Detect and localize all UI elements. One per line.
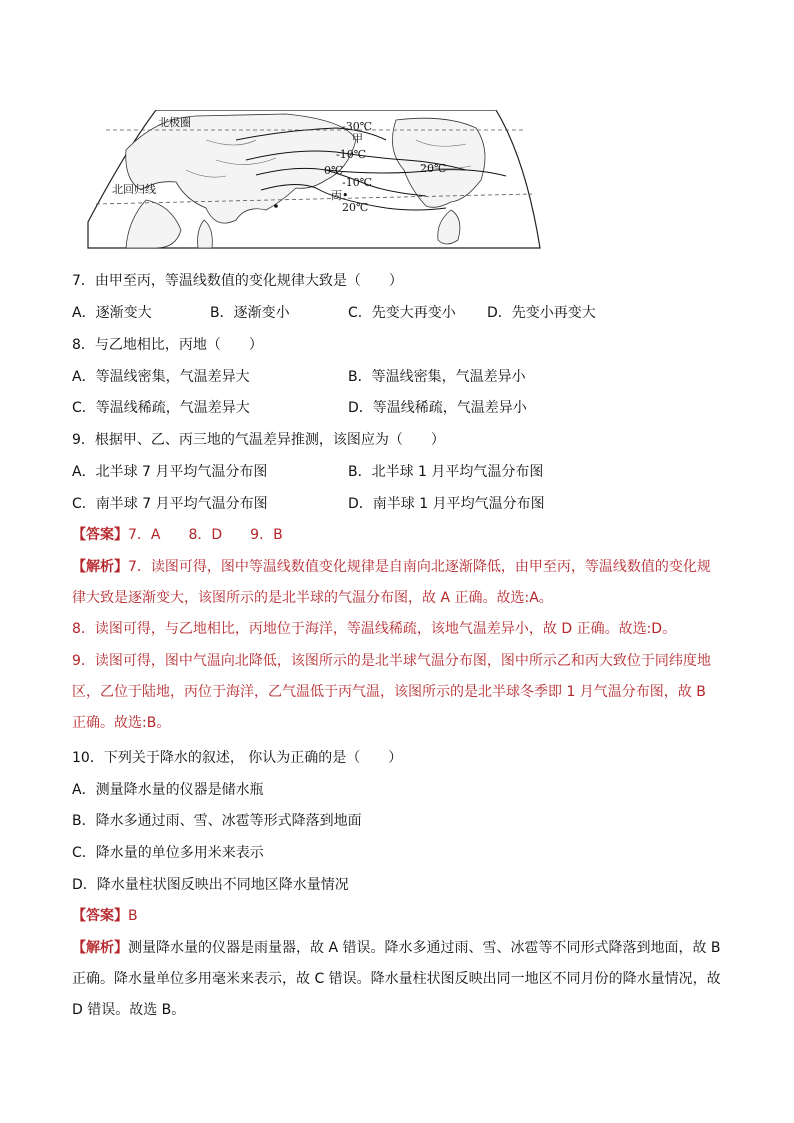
question-8-stem: 8．与乙地相比，丙地（ ） <box>72 337 263 353</box>
q9-option-a[interactable]: A．北半球 7 月平均气温分布图 <box>72 464 268 480</box>
q8-option-a[interactable]: A．等温线密集，气温差异大 <box>72 369 250 385</box>
analysis-9: 9．读图可得，图中气温向北降低，该图所示的是北半球气温分布图，图中所示乙和丙大致位于同纬度地区，乙位于陆地，丙位于海洋，乙气温低于丙气温，该图所示的是北半球冬季即 1 月气温分布图，故 B 正确。故选:B。 <box>72 653 711 731</box>
analysis-8: 8．读图可得，与乙地相比，丙地位于海洋，等温线稀疏，该地气温差异小，故 D 正确。故选:D。 <box>72 621 677 637</box>
answer-10 <box>72 906 138 926</box>
analysis-label: 【解析】 <box>72 559 128 575</box>
isotherm-neg10a-label: -10℃ <box>336 148 367 161</box>
q7-option-a[interactable]: A．逐渐变大 <box>72 305 152 321</box>
map-figure <box>86 110 544 250</box>
q10-option-d[interactable]: D．降水量柱状图反映出不同地区降水量情况 <box>72 877 349 893</box>
question-9-stem: 9．根据甲、乙、丙三地的气温差异推测，该图应为（ ） <box>72 432 445 448</box>
q7-option-b[interactable]: B．逐渐变小 <box>210 305 290 321</box>
arctic-circle-label: 北极圈 <box>158 116 191 129</box>
analysis-10 <box>72 933 722 1026</box>
answer-text: 7．A 8．D 9．B <box>128 527 283 543</box>
point-jia-label: 甲 <box>352 132 363 145</box>
q8-option-c[interactable]: C．等温线稀疏，气温差异大 <box>72 400 250 416</box>
q9-option-d[interactable]: D．南半球 1 月平均气温分布图 <box>348 496 545 512</box>
analysis-7-text: 7．读图可得，图中等温线数值变化规律是自南向北逐渐降低，由甲至丙，等温线数值的变化规律大致是逐渐变大，该图所示的是北半球的气温分布图，故 A 正确。故选:A。 <box>72 559 711 606</box>
isotherm-20b-label: 20℃ <box>342 201 369 214</box>
answer-10-label: 【答案】 <box>72 908 128 924</box>
analysis-7 <box>72 552 722 614</box>
analysis-10-text: 测量降水量的仪器是雨量器，故 A 错误。降水多通过雨、雪、冰雹等不同形式降落到地面，故 B 正确。降水量单位多用毫米来表示，故 C 错误。降水量柱状图反映出同一地区不同月份的降水量情况，故 D 错误。故选 B。 <box>72 940 721 1018</box>
q9-option-b[interactable]: B．北半球 1 月平均气温分布图 <box>348 464 544 480</box>
q10-option-a[interactable]: A．测量降水量的仪器是储水瓶 <box>72 782 264 798</box>
isotherm-20a-label: 20℃ <box>420 162 447 175</box>
point-bing-label: 丙• <box>331 189 349 202</box>
q7-option-c[interactable]: C．先变大再变小 <box>348 305 456 321</box>
isotherm-map <box>86 110 544 250</box>
q9-option-c[interactable]: C．南半球 7 月平均气温分布图 <box>72 496 268 512</box>
q8-option-d[interactable]: D．等温线稀疏，气温差异小 <box>348 400 527 416</box>
isotherm-0-label: 0℃ <box>324 164 344 177</box>
question-7-stem: 7．由甲至丙，等温线数值的变化规律大致是（ ） <box>72 273 403 289</box>
analysis-10-label: 【解析】 <box>72 940 128 956</box>
answer-label: 【答案】 <box>72 527 128 543</box>
answer-7-9 <box>72 525 283 545</box>
answer-10-text: B <box>128 908 138 924</box>
question-10-stem: 10．下列关于降水的叙述， 你认为正确的是（ ） <box>72 750 403 766</box>
tropic-label: 北回归线 <box>112 183 156 196</box>
isotherm-neg30-label: -30℃ <box>342 120 373 133</box>
q7-option-d[interactable]: D．先变小再变大 <box>487 305 596 321</box>
q8-option-b[interactable]: B．等温线密集，气温差异小 <box>348 369 526 385</box>
q10-option-b[interactable]: B．降水多通过雨、雪、冰雹等形式降落到地面 <box>72 813 362 829</box>
isotherm-neg10b-label: -10℃ <box>342 176 373 189</box>
q10-option-c[interactable]: C．降水量的单位多用米来表示 <box>72 845 264 861</box>
